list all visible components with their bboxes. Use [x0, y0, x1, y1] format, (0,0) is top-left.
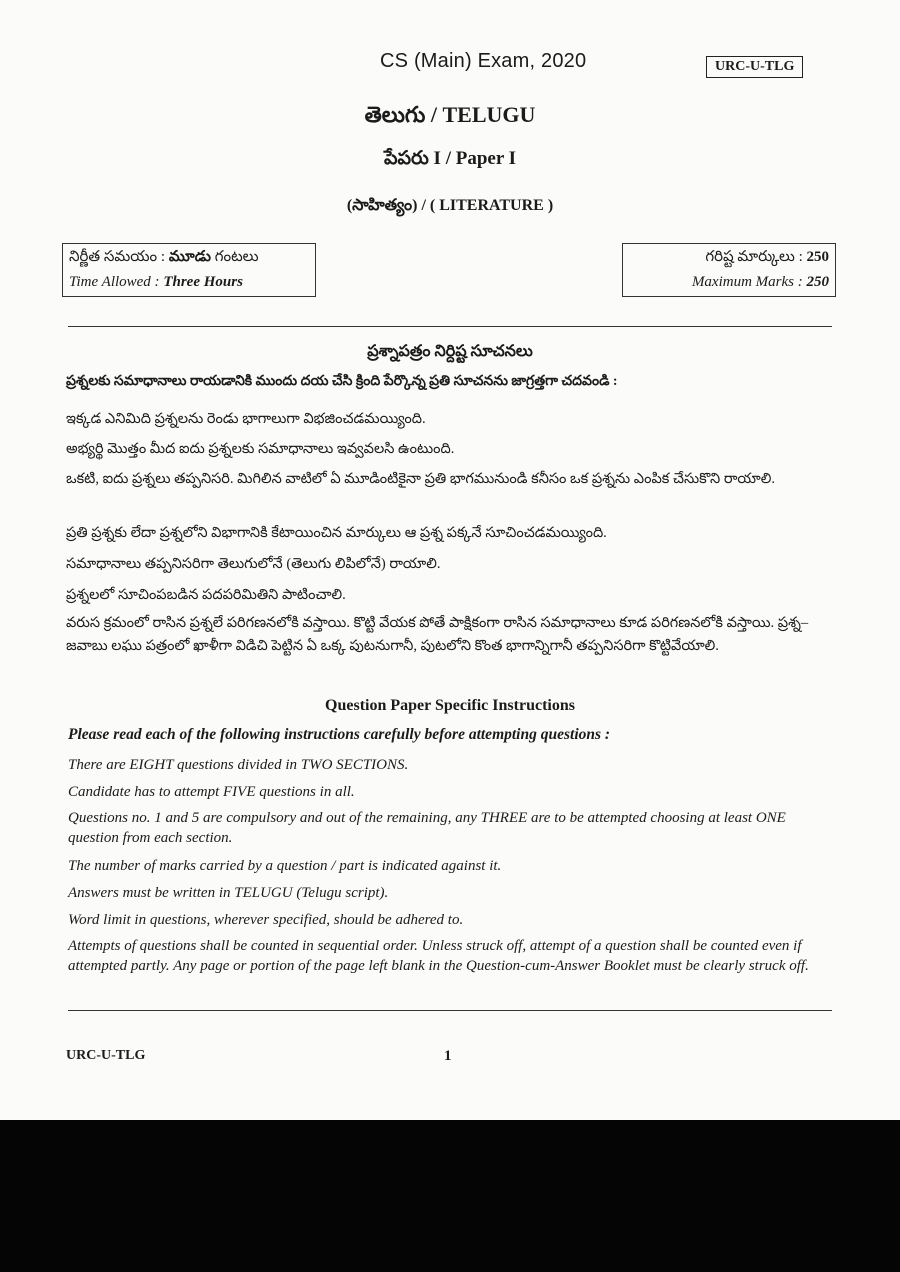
english-instruction-7: Attempts of questions shall be counted in sequential order. Unless struck off, attempt of a question shall be counted even if attempted partly. Any page or portion of the page left blank in the Question-cum-Answer Booklet must be clearly struck off. [68, 938, 809, 974]
english-instructions-heading: Question Paper Specific Instructions [325, 697, 575, 714]
paper-title: పేపరు I / Paper I [383, 148, 517, 169]
time-allowed-english [69, 270, 309, 295]
time-allowed-telugu [69, 245, 309, 270]
marks-english-value: 250 [806, 274, 829, 290]
english-instruction-1: There are EIGHT questions divided in TWO SECTIONS. [68, 757, 409, 773]
english-instruction-3: Questions no. 1 and 5 are compulsory and out of the remaining, any THREE are to be attempted choosing at least ONE question from each section. [68, 810, 786, 846]
divider-bottom [68, 1010, 832, 1011]
maximum-marks-box [622, 243, 836, 297]
subject-title: తెలుగు / TELUGU [364, 102, 536, 127]
time-telugu-label: నిర్ణీత సమయం : [69, 249, 169, 265]
time-telugu-unit: గంటలు [211, 249, 259, 265]
footer-paper-code: URC-U-TLG [66, 1048, 146, 1063]
english-instruction-5: Answers must be written in TELUGU (Telugu script). [68, 885, 389, 901]
telugu-instruction-7: వరుస క్రమంలో రాసిన ప్రశ్నలే పరిగణనలోకి వస్తాయి. కొట్టి వేయక పోతే పాక్షికంగా రాసిన సమాధానాలు కూడ పరిగణనలోకి వస్తాయి. ప్రశ్న–జవాబు లఘు పత్రంలో ఖాళీగా విడిచి పెట్టిన ఏ ఒక్క పుటనుగానీ, పుటలోని కొంత భాగాన్నిగానీ తప్పనిసరిగా కొట్టివేయాలి. [66, 615, 809, 654]
exam-title: CS (Main) Exam, 2020 [380, 50, 587, 72]
english-instruction-6: Word limit in questions, wherever specified, should be adhered to. [68, 912, 464, 928]
telugu-instruction-1: ఇక్కడ ఎనిమిది ప్రశ్నలను రెండు భాగాలుగా విభజించడమయ్యింది. [66, 411, 426, 427]
paper-code-box: URC-U-TLG [706, 56, 803, 78]
section-title: (సాహిత్యం) / ( LITERATURE ) [346, 197, 554, 214]
divider-top [68, 326, 832, 327]
marks-english-label: Maximum Marks : [691, 274, 807, 290]
page-number: 1 [444, 1048, 452, 1064]
telugu-instruction-4: ప్రతి ప్రశ్నకు లేదా ప్రశ్నలోని విభాగానికి కేటాయించిన మార్కులు ఆ ప్రశ్న పక్కనే సూచించడమయ్యింది. [66, 525, 607, 541]
time-telugu-value: మూడు [168, 249, 211, 265]
time-allowed-box [62, 243, 316, 297]
telugu-instructions-intro: ప్రశ్నలకు సమాధానాలు రాయడానికి ముందు దయ చేసి క్రింది పేర్కొన్న ప్రతి సూచనను జాగ్రత్తగా చదవండి : [66, 374, 618, 389]
telugu-instruction-5: సమాధానాలు తప్పనిసరిగా తెలుగులోనే (తెలుగు లిపిలోనే) రాయాలి. [66, 556, 441, 572]
marks-telugu-label: గరిష్ట మార్కులు : [705, 249, 807, 265]
marks-telugu-value: 250 [806, 249, 829, 265]
english-instruction-2: Candidate has to attempt FIVE questions in all. [68, 784, 355, 800]
telugu-instruction-2: అభ్యర్థి మొత్తం మీద ఐదు ప్రశ్నలకు సమాధానాలు ఇవ్వవలసి ఉంటుంది. [66, 441, 455, 457]
english-instruction-4: The number of marks carried by a question / part is indicated against it. [68, 858, 502, 874]
marks-telugu [629, 245, 829, 270]
time-english-value: Three Hours [163, 274, 243, 290]
time-english-label: Time Allowed : [69, 274, 164, 290]
telugu-instruction-3: ఒకటి, ఐదు ప్రశ్నలు తప్పనిసరి. మిగిలిన వాటిలో ఏ మూడింటికైనా ప్రతి భాగమునుండి కనీసం ఒక ప్రశ్నను ఎంపిక చేసుకొని రాయాలి. [66, 471, 775, 487]
telugu-instructions-heading: ప్రశ్నాపత్రం నిర్దిష్ట సూచనలు [367, 343, 533, 360]
telugu-instruction-6: ప్రశ్నలలో సూచింపబడిన పదపరిమితిని పాటించాలి. [66, 587, 346, 603]
english-instructions-intro: Please read each of the following instructions carefully before attempting questions : [68, 726, 611, 743]
marks-english [629, 270, 829, 295]
scan-dark-margin [0, 1120, 900, 1272]
